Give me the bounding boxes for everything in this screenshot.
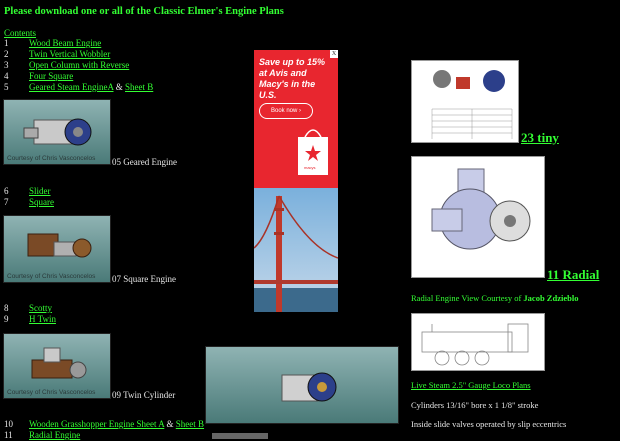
loco-plans-link[interactable]: Live Steam 2.5" Gauge Loco Plans — [411, 380, 531, 390]
advertisement-banner[interactable] — [254, 50, 338, 188]
plan-number: 5 — [4, 82, 9, 92]
plan-number: 6 — [4, 186, 9, 196]
radial-engine-image[interactable] — [411, 156, 545, 278]
plan-number: 7 — [4, 197, 9, 207]
geared-engine-large-image[interactable] — [205, 346, 399, 424]
plan-list-1 — [4, 38, 153, 93]
bridge-image — [254, 188, 338, 312]
twin-cylinder-image[interactable] — [3, 333, 111, 399]
radial-credit-prefix: Radial Engine View Courtesy of — [411, 293, 522, 303]
plan-link-geared-sheet-a[interactable]: Geared Steam EngineA — [29, 82, 114, 92]
loco-outline — [412, 314, 544, 370]
plan-number: 11 — [4, 430, 13, 440]
ad-close-icon[interactable]: X — [331, 51, 337, 57]
plan-number: 4 — [4, 71, 9, 81]
plan-link-slider[interactable]: Slider — [29, 186, 51, 196]
loco-drawing[interactable] — [411, 313, 545, 371]
plan-row-9 — [4, 314, 56, 325]
plan-row-11 — [4, 430, 204, 441]
plan-link-scotty[interactable]: Scotty — [29, 303, 53, 313]
ampersand: & — [166, 419, 174, 429]
plan-link-h-twin[interactable]: H Twin — [29, 314, 56, 324]
plan-row-5 — [4, 82, 153, 93]
macys-logo: macys — [304, 165, 316, 170]
tiny-engine-drawing[interactable] — [411, 60, 519, 143]
engine-drawing — [412, 61, 518, 142]
plan-number: 10 — [4, 419, 13, 429]
advertisement-image[interactable] — [254, 188, 338, 312]
engine-render — [206, 347, 398, 423]
contents-link[interactable]: Contents — [4, 28, 37, 38]
geared-engine-image[interactable] — [3, 99, 111, 165]
caption-09: 09 Twin Cylinder — [112, 390, 176, 400]
radial-credit-name: Jacob Zdzieblo — [523, 293, 579, 303]
image-credit: Courtesy of Chris Vasconcelos — [7, 155, 96, 162]
plan-link-wood-beam[interactable]: Wood Beam Engine — [29, 38, 102, 48]
plan-list-3 — [4, 303, 56, 325]
shopping-bag-icon — [294, 123, 332, 187]
ad-book-now-button[interactable]: Book now › — [259, 103, 313, 119]
plan-link-grasshopper-sheet-b[interactable]: Sheet B — [175, 419, 205, 429]
plan-row-7 — [4, 197, 54, 208]
plan-list-2 — [4, 186, 54, 208]
plan-number: 1 — [4, 38, 9, 48]
link-23-tiny[interactable]: 23 tiny — [521, 130, 559, 145]
plan-number: 8 — [4, 303, 9, 313]
radial-credit — [411, 293, 578, 303]
plan-link-geared-sheet-b[interactable]: Sheet B — [125, 82, 154, 92]
caption-07: 07 Square Engine — [112, 274, 176, 284]
ad-headline: Save up to 15% at Avis and Macy's in the U.S. — [259, 57, 326, 100]
page-title: Please download one or all of the Classic Elmer's Engine Plans — [4, 6, 284, 17]
plan-link-square[interactable]: Square — [29, 197, 54, 207]
plan-link-twin-vertical-wobbler[interactable]: Twin Vertical Wobbler — [29, 49, 111, 59]
plan-link-four-square[interactable]: Four Square — [29, 71, 74, 81]
plan-number: 9 — [4, 314, 9, 324]
plan-list-4 — [4, 419, 204, 441]
plan-number: 3 — [4, 60, 9, 70]
image-credit: Courtesy of Chris Vasconcelos — [7, 389, 96, 396]
cylinders-spec: Cylinders 13/16" bore x 1 1/8" stroke — [411, 400, 539, 410]
plan-row-10 — [4, 419, 204, 430]
caption-05: 05 Geared Engine — [112, 157, 177, 167]
plan-link-grasshopper-sheet-a[interactable]: Wooden Grasshopper Engine Sheet A — [29, 419, 165, 429]
plan-link-open-column[interactable]: Open Column with Reverse — [29, 60, 130, 70]
plan-number: 2 — [4, 49, 9, 59]
plan-row-6 — [4, 186, 54, 197]
plan-row-8 — [4, 303, 56, 314]
ampersand: & — [115, 82, 123, 92]
scroll-thumb[interactable] — [212, 433, 268, 439]
square-engine-image[interactable] — [3, 215, 111, 283]
plan-row-2 — [4, 49, 153, 60]
link-11-radial[interactable]: 11 Radial — [547, 267, 600, 282]
plan-row-4 — [4, 71, 153, 82]
plan-row-1 — [4, 38, 153, 49]
ad-book-now-label: Book now — [270, 108, 298, 114]
valves-spec: Inside slide valves operated by slip eccentrics — [411, 419, 567, 429]
engine-render — [412, 157, 544, 277]
plan-link-radial[interactable]: Radial Engine — [29, 430, 81, 440]
plan-row-3 — [4, 60, 153, 71]
image-credit: Courtesy of Chris Vasconcelos — [7, 273, 96, 280]
